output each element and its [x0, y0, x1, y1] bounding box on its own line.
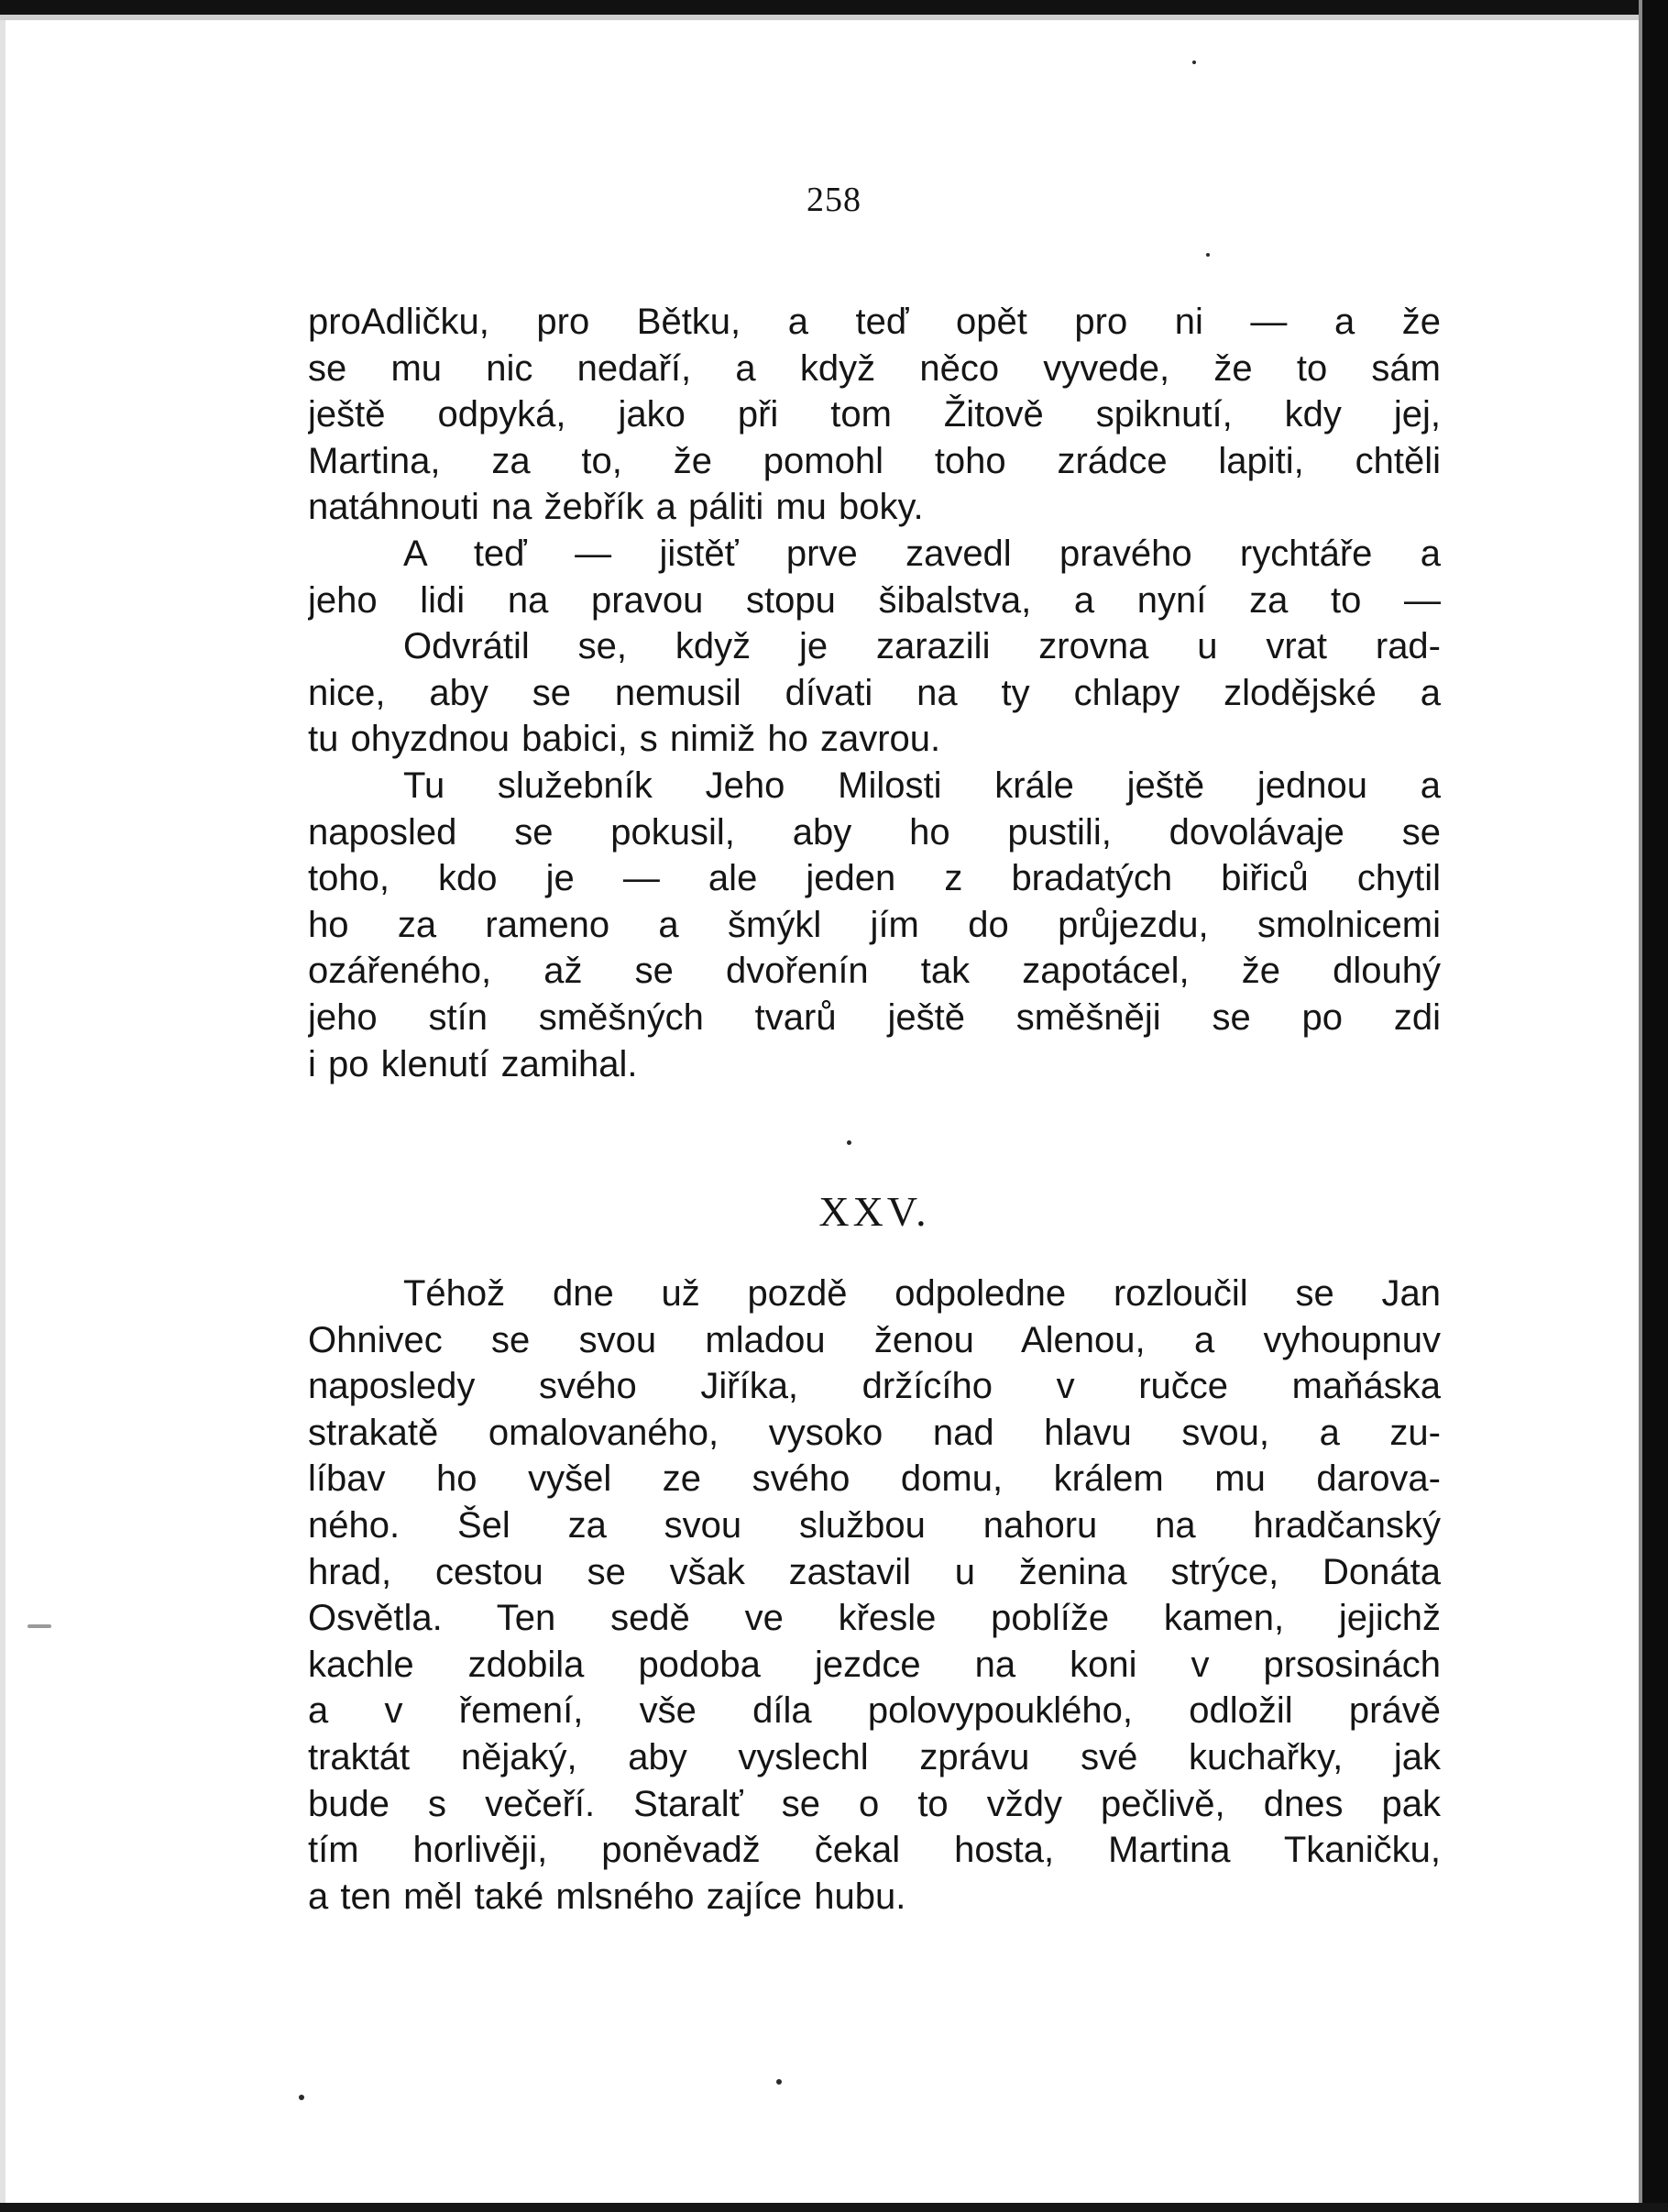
text-line: tím horlivěji, poněvadž čekal hosta, Martina Tkaničku,	[308, 1830, 1441, 1871]
text-line: strakatě omalovaného, vysoko nad hlavu svou, a zu-	[308, 1412, 1441, 1453]
text-block-continuation	[308, 299, 1441, 1087]
text-line: naposled se pokusil, aby ho pustili, dovolávaje se	[308, 811, 1441, 853]
scan-speck	[847, 1140, 851, 1145]
text-line: bude s večeří. Staralť se o to vždy pečlivě, dnes pak	[308, 1783, 1441, 1824]
text-line: Odvrátil se, když je zarazili zrovna u vrat rad-	[403, 626, 1441, 667]
text-line: jeho stín směšných tvarů ještě směšněji se po zdi	[308, 996, 1441, 1038]
text-block-chapter-start	[308, 1271, 1441, 1920]
page-number-text: 258	[807, 181, 861, 219]
scan-border-right	[1642, 0, 1668, 2212]
text-line: naposledy svého Jiříka, držícího v ručce maňáska	[308, 1366, 1441, 1407]
text-line: líbav ho vyšel ze svého domu, králem mu darova-	[308, 1458, 1441, 1500]
text-line: jeho lidi na pravou stopu šibalstva, a nyní za to —	[308, 579, 1441, 621]
text-line: Tu služebník Jeho Milosti krále ještě jednou a	[403, 765, 1441, 806]
text-line: ného. Šel za svou službou nahoru na hradčanský	[308, 1504, 1441, 1546]
page-number	[0, 180, 1668, 220]
scan-border-left	[0, 0, 5, 2212]
text-line: se mu nic nedaří, a když něco vyvede, že to sám	[308, 347, 1441, 389]
text-line: Osvětla. Ten sedě ve křesle poblíže kamen, jejichž	[308, 1598, 1441, 1639]
text-line: natáhnouti na žebřík a páliti mu boky.	[308, 487, 924, 528]
scan-speck	[776, 2079, 782, 2085]
text-line: i po klenutí zamihal.	[308, 1043, 638, 1084]
text-line: ještě odpyká, jako při tom Žitově spiknutí, kdy jej,	[308, 394, 1441, 435]
text-line: proAdličku, pro Bětku, a teď opět pro ni — a že	[308, 302, 1441, 342]
text-line: toho, kdo je — ale jeden z bradatých biřiců chytil	[308, 858, 1441, 899]
scan-border-top	[0, 0, 1668, 15]
text-line: traktát nějaký, aby vyslechl zprávu své kuchařky, jak	[308, 1736, 1441, 1777]
text-line: ozářeného, až se dvořenín tak zapotácel, že dlouhý	[308, 951, 1441, 992]
text-line: kachle zdobila podoba jezdce na koni v prsosinách	[308, 1644, 1441, 1685]
text-line: nice, aby se nemusil dívati na ty chlapy zlodějské a	[308, 672, 1441, 713]
scan-speck	[299, 2095, 304, 2100]
scan-speck	[1192, 61, 1196, 64]
text-line: A teď — jistěť prve zavedl pravého rychtáře a	[403, 533, 1441, 574]
scan-border-top-shadow	[0, 15, 1668, 20]
text-line: hrad, cestou se však zastavil u ženina strýce, Donáta	[308, 1551, 1441, 1592]
scan-smudge	[27, 1624, 51, 1628]
text-line: Martina, za to, že pomohl toho zrádce lapiti, chtěli	[308, 440, 1441, 481]
text-line: a ten měl také mlsného zajíce hubu.	[308, 1876, 906, 1917]
scan-border-bottom	[0, 2203, 1668, 2212]
text-line: tu ohyzdnou babici, s nimiž ho zavrou.	[308, 719, 941, 760]
chapter-heading: XXV.	[818, 1188, 930, 1235]
text-line: Ohnivec se svou mladou ženou Alenou, a vyhoupnuv	[308, 1319, 1441, 1360]
text-line: ho za rameno a šmýkl jím do průjezdu, smolnicemi	[308, 904, 1441, 945]
text-line: Téhož dne už pozdě odpoledne rozloučil se Jan	[403, 1273, 1441, 1314]
scan-speck	[1206, 253, 1210, 257]
text-line: a v řemení, vše díla polovypouklého, odložil právě	[308, 1690, 1441, 1732]
